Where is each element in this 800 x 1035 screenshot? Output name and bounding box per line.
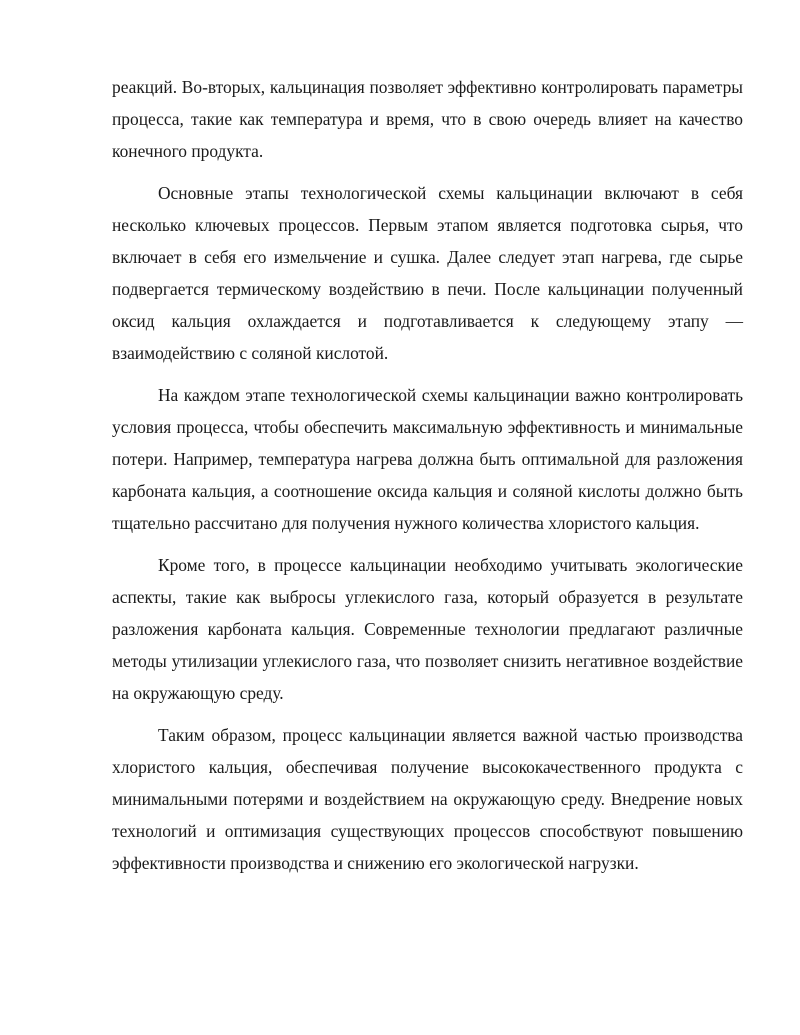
paragraph-conclusion: Таким образом, процесс кальцинации является важной частью производства хлористого кальция, обеспечивая получение высококачественного продукта с минимальными потерями и воздействием на окружающую среду. Внедрение новых технологий и оптимизация существующих процессов способствуют повышению эффективности производства и снижению его экологической нагрузки.: [112, 725, 743, 873]
paragraph-continuation: реакций. Во-вторых, кальцинация позволяет эффективно контролировать параметры процесса, такие как температура и время, что в свою очередь влияет на качество конечного продукта.: [112, 77, 743, 161]
paragraph-process-control: На каждом этапе технологической схемы кальцинации важно контролировать условия процесса, чтобы обеспечить максимальную эффективность и минимальные потери. Например, температура нагрева должна быть оптимальной для разложения карбоната кальция, а соотношение оксида кальция и соляной кислоты должно быть тщательно рассчитано для получения нужного количества хлористого кальция.: [112, 385, 743, 533]
paragraph-calcination-stages: Основные этапы технологической схемы кальцинации включают в себя несколько ключевых процессов. Первым этапом является подготовка сырья, что включает в себя его измельчение и сушка. Далее следует этап нагрева, где сырье подвергается термическому воздействию в печи. После кальцинации полученный оксид кальция охлаждается и подготавливается к следующему этапу — взаимодействию с соляной кислотой.: [112, 183, 743, 363]
document-page: [112, 71, 743, 879]
paragraph-ecology: Кроме того, в процессе кальцинации необходимо учитывать экологические аспекты, такие как выбросы углекислого газа, который образуется в результате разложения карбоната кальция. Современные технологии предлагают различные методы утилизации углекислого газа, что позволяет снизить негативное воздействие на окружающую среду.: [112, 555, 743, 703]
